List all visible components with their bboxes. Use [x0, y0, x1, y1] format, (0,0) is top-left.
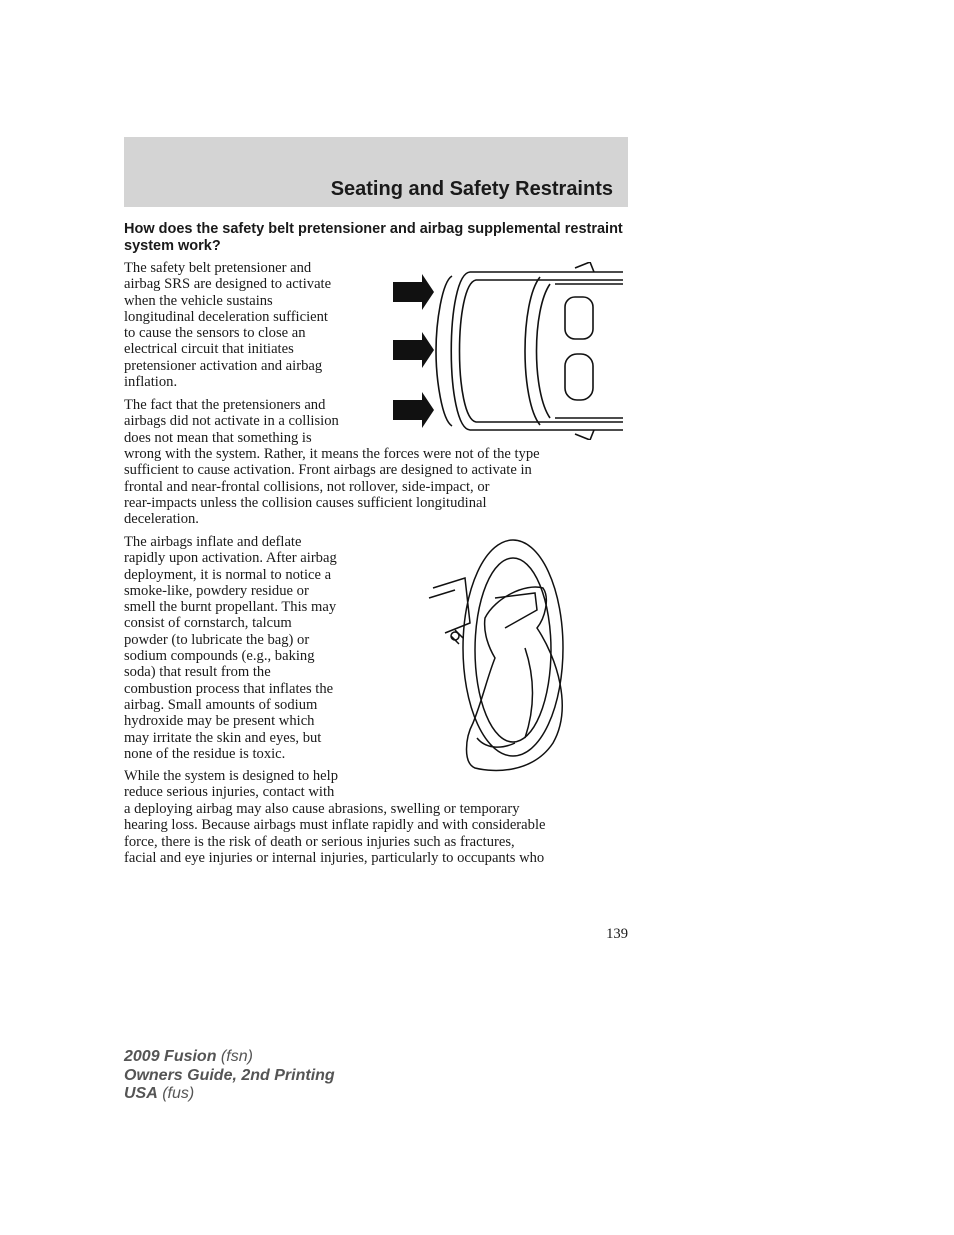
- text-line: combustion process that inflates the: [124, 680, 334, 697]
- paragraph-not-activated-wide: [124, 446, 624, 527]
- impact-arrow-icon: [393, 392, 434, 428]
- text-line: rapidly upon activation. After airbag: [124, 550, 337, 567]
- footer-region-line: USA (fus): [124, 1085, 195, 1102]
- text-line: airbags did not activate in a collision: [124, 413, 339, 430]
- text-line: The airbags inflate and deflate: [124, 534, 302, 550]
- footer-edition-line: Owners Guide, 2nd Printing: [124, 1066, 335, 1084]
- question-heading: How does the safety belt pretensioner and airbag supplemental restraint system work?: [124, 221, 623, 254]
- text-line: wrong with the system. Rather, it means the forces were not of the type: [124, 446, 540, 462]
- text-line: a deploying airbag may also cause abrasions, swelling or temporary: [124, 801, 520, 817]
- text-line: consist of cornstarch, talcum: [124, 615, 292, 632]
- page-number: 139: [606, 926, 628, 942]
- text-line: hydroxide may be present which: [124, 713, 315, 730]
- text-line: reduce serious injuries, contact with: [124, 784, 335, 801]
- text-line: longitudinal deceleration sufficient: [124, 308, 328, 325]
- text-line: smoke-like, powdery residue or: [124, 582, 309, 599]
- text-line: facial and eye injuries or internal injuries, particularly to occupants who: [124, 849, 545, 866]
- text-line: pretensioner activation and airbag: [124, 357, 323, 374]
- text-line: airbag. Small amounts of sodium: [124, 696, 318, 713]
- impact-arrow-icon: [393, 274, 434, 310]
- text-line: deceleration.: [124, 511, 199, 528]
- section-title: Seating and Safety Restraints: [330, 178, 613, 200]
- text-line: sufficient to cause activation. Front airbags are designed to activate in: [124, 462, 532, 479]
- text-line: While the system is designed to help: [124, 768, 339, 784]
- text-line: may irritate the skin and eyes, but: [124, 729, 322, 746]
- paragraph-injuries-narrow: [124, 768, 379, 801]
- paragraph-injuries-wide: [124, 801, 624, 866]
- text-line: airbag SRS are designed to activate: [124, 276, 332, 293]
- text-line: hearing loss. Because airbags must inflate rapidly and with considerable: [124, 817, 546, 834]
- text-line: does not mean that something is: [124, 429, 312, 446]
- frontal-impact-illustration: [390, 262, 626, 440]
- text-line: frontal and near-frontal collisions, not rollover, side-impact, or: [124, 478, 490, 495]
- text-line: soda) that result from the: [124, 664, 271, 681]
- deployed-airbag-illustration: [425, 538, 575, 782]
- steering-wheel-icon: [429, 540, 563, 756]
- document-footer: [124, 1048, 335, 1104]
- text-line: none of the residue is toxic.: [124, 745, 286, 762]
- car-top-view-icon: [436, 262, 623, 440]
- paragraph-residue: [124, 534, 379, 762]
- impact-arrow-icon: [393, 332, 434, 368]
- text-line: The safety belt pretensioner and: [124, 260, 312, 276]
- text-line: force, there is the risk of death or serious injuries such as fractures,: [124, 833, 515, 850]
- text-line: powder (to lubricate the bag) or: [124, 631, 310, 648]
- text-line: sodium compounds (e.g., baking: [124, 648, 315, 665]
- text-line: rear-impacts unless the collision causes sufficient longitudinal: [124, 494, 487, 511]
- text-line: The fact that the pretensioners and: [124, 397, 326, 413]
- text-line: inflation.: [124, 374, 178, 391]
- text-line: deployment, it is normal to notice a: [124, 566, 332, 583]
- text-line: smell the burnt propellant. This may: [124, 599, 337, 616]
- text-line: electrical circuit that initiates: [124, 341, 294, 358]
- section-header-band: [124, 137, 628, 207]
- paragraph-not-activated-narrow: [124, 397, 379, 446]
- footer-model-line: 2009 Fusion (fsn): [124, 1048, 253, 1065]
- text-line: when the vehicle sustains: [124, 292, 273, 309]
- paragraph-activation: [124, 260, 379, 390]
- text-line: to cause the sensors to close an: [124, 325, 306, 342]
